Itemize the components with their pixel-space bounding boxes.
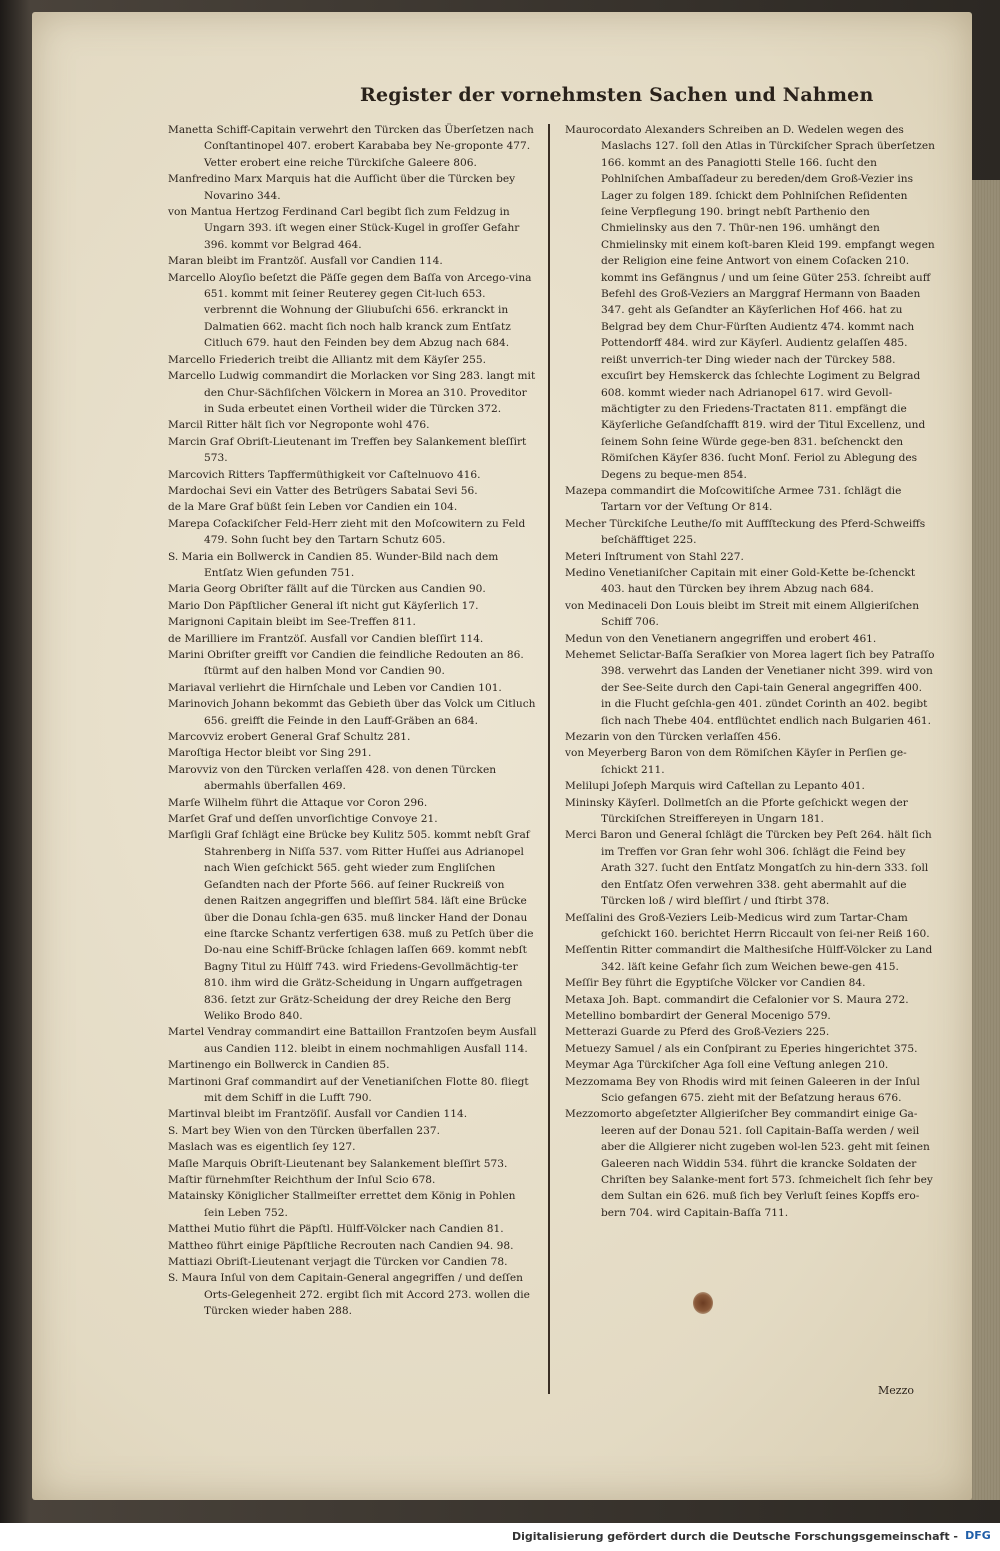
index-entry: Medino Venetianiſcher Capitain mit einer Gold-Kette be-ſchenckt 403. haut den Türcken bey ihrem Abzug nach 684. (565, 566, 916, 596)
book-page-edges (968, 180, 1000, 1500)
index-entry: Mariaval verliehrt die Hirnſchale und Leben vor Candien 101. (168, 681, 502, 694)
index-entry: von Meyerberg Baron von dem Römiſchen Käyſer in Perſien ge-ſchickt 211. (565, 747, 907, 776)
index-entry: Manetta Schiff-Capitain verwehrt den Türcken das Überſetzen nach Conſtantinopel 407. erobert Karababa bey Ne-groponte 477. Vetter erobert eine reiche Türckiſche Galeere 806. (168, 124, 534, 169)
index-entry: Marini Obriſter greifft vor Candien die feindliche Redouten an 86. ſtürmt auf den halben Mond vor Candien 90. (168, 649, 524, 678)
ink-stain (693, 1292, 713, 1314)
index-entry: Marovviz von den Türcken verlaſſen 428. von denen Türcken abermahls überfallen 469. (168, 763, 497, 793)
index-entry: Mehemet Selictar-Baſſa Seraſkier von Morea lagert ſich bey Patraſſo 398. verwehrt das Landen der Venetianer nicht 399. wird von der See-Seite durch den Capi-tain General angegriffen 400. in die Flucht geſchla-gen 401. zündet Corinth an 402. begibt ſich nach Thebe 404. entflüchtet endlich nach Bulgarien 461. (565, 649, 935, 727)
index-entry: von Medinaceli Don Louis bleibt im Streit mit einem Allgieriſchen Schiff 706. (565, 599, 920, 629)
index-entry: Metellino bombardirt der General Mocenigo 579. (565, 1009, 831, 1022)
index-entry: Marcovviz erobert General Graf Schultz 281. (168, 731, 411, 744)
index-entry: Marignoni Capitain bleibt im See-Treffen 811. (168, 616, 416, 629)
index-entry: Marſet Graf und deſſen unvorſichtige Convoye 21. (168, 813, 438, 826)
index-entry: Maslach was es eigentlich ſey 127. (168, 1141, 356, 1154)
index-entry: Maran bleibt im Frantzöſ. Ausfall vor Candien 114. (168, 255, 443, 268)
index-entry: Matthei Mutio führt die Päpſtl. Hülff-Völcker nach Candien 81. (168, 1223, 504, 1236)
index-entry: Merci Baron und General ſchlägt die Türcken bey Peſt 264. hält ſich im Treffen vor Gran ſehr wohl 306. ſchlägt die Feind bey Arath 327. ſucht den Entſatz Mongatſch zu hin-dern 333. ſoll den Entſatz Ofen verwehren 338. geht abermahlt auf die Türcken loß / wird bleſſirt / und ſtirbt 378. (565, 829, 932, 908)
index-entry: S. Maria ein Bollwerck in Candien 85. Wunder-Bild nach dem Entſatz Wien gefunden 751. (168, 550, 499, 579)
index-entry: Maſtir fürnehmſter Reichthum der Inſul Scio 678. (168, 1174, 436, 1186)
index-entry: Marcello Aloyſio beſetzt die Päſſe gegen dem Baſſa von Arcego-vina 651. kommt mit ſeiner Reuterey gegen Cit-luch 653. verbrennt die Wohnung der Gliubuſchi 656. erkranckt in Dalmatien 662. macht ſich noch halb kranck zum Entſatz Citluch 679. haut den Feinden bey dem Abzug nach 684. (168, 271, 532, 350)
index-entry: Mezarin von den Türcken verlaſſen 456. (565, 731, 782, 744)
index-entry: Mardochai Sevi ein Vatter des Betrügers Sabatai Sevi 56. (168, 484, 478, 497)
index-entry: Mezzomama Bey von Rhodis wird mit ſeinen Galeeren in der Inſul Scio gefangen 675. zieht mit der Beſatzung heraus 676. (565, 1075, 920, 1104)
index-entry: Meſſalini des Groß-Veziers Leib-Medicus wird zum Tartar-Cham geſchickt 160. berichtet Herrn Riccault von ſei-ner Reiß 160. (565, 911, 930, 940)
index-entry: Mattheo führt einige Päpſtliche Recrouten nach Candien 94. 98. (168, 1239, 514, 1252)
index-entry: Mazepa commandirt die Moſcowitiſche Armee 731. ſchlägt die Tartarn vor der Veſtung Or 814. (565, 484, 902, 514)
index-entry: Mecher Türckiſche Leuthe/ſo mit Auffſteckung des Pferd-Schweiffs beſchäfftiget 225. (565, 517, 926, 547)
index-entry: Martinoni Graf commandirt auf der Venetianiſchen Flotte 80. fliegt mit dem Schiff in die Lufft 790. (168, 1075, 529, 1104)
index-entry: S. Mart bey Wien von den Türcken überfallen 237. (168, 1124, 440, 1137)
index-entry: Maſle Marquis Obriſt-Lieutenant bey Salankement bleſſirt 573. (168, 1157, 508, 1170)
footer-bar (0, 1523, 1000, 1551)
index-entry: Melilupi Joſeph Marquis wird Caſtellan zu Lepanto 401. (565, 780, 865, 793)
index-entry: Meteri Inſtrument von Stahl 227. (565, 550, 744, 563)
index-entry: Metuezy Samuel / als ein Conſpirant zu Eperies hingerichtet 375. (565, 1042, 918, 1055)
index-entry: Maurocordato Alexanders Schreiben an D. Wedelen wegen des Maslachs 127. ſoll den Atlas in Türckiſcher Sprach überſetzen 166. kommt an des Panagiotti Stelle 166. ſucht den Pohlniſchen Ambaſſadeur zu bereden/dem Groß-Vezier ins Lager zu folgen 189. ſchickt dem Pohlniſchen Reſidenten ſeine Verpflegung 190. bringt nebſt Parthenio den Chmielinsky aus den 7. Thür-nen 196. umhängt den Chmielinsky mit einem koſt-baren Kleid 199. empfangt wegen der Religion eine feine Antwort von einem Coſacken 210. kommt ins Gefängnus / und um ſeine Güter 253. ſchreibt auff Befehl des Groß-Veziers an Marggraf Hermann von Baaden 347. geht als Geſandter an Käyſerlichen Hof 466. hat zu Belgrad bey dem Chur-Fürſten Audientz 474. kommt nach Pottendorff 484. wird zur Käyſerl. Audientz gelaſſen 485. reißt unverrich-ter Ding wieder nach der Türckey 588. excuſirt bey Hemskerck das ſchlechte Logiment zu Belgrad 608. kommt wieder nach Adrianopel 617. wird Gevoll-mächtigter zu den Friedens-Tractaten 811. empfängt die Käyſerliche Geſandſchafft 819. wird der Titul Excellenz, und ſeinem Sohn ſeine Würde gege-ben 831. beſchenckt den Römiſchen Käyſer 836. ſucht Monſ. Feriol zu Ablegung des Degens zu beque-men 854. (565, 124, 935, 481)
index-entry: Mininsky Käyſerl. Dollmetſch an die Pforte geſchickt wegen der Türckiſchen Streiffereyen in Ungarn 181. (565, 796, 908, 826)
index-entry: Mattiazi Obriſt-Lieutenant verjagt die Türcken vor Candien 78. (168, 1256, 508, 1269)
index-entry: Marcello Ludwig commandirt die Morlacken vor Sing 283. langt mit den Chur-Sächſiſchen Völckern in Morea an 310. Proveditor in Suda erbeutet einen Vortheil wider die Türcken 372. (168, 370, 536, 415)
index-entry: Marſigli Graf ſchlägt eine Brücke bey Kulitz 505. kommt nebſt Graf Stahrenberg in Niſſa 537. vom Ritter Huſſei aus Adrianopel nach Wien geſchickt 565. geht wieder zum Engliſchen Geſandten nach der Pforte 566. auf ſeiner Ruckreiß von denen Raitzen angegriffen und bleſſirt 584. läſt eine Brücke über die Donau ſchla-gen 635. muß lincker Hand der Donau eine ſtarcke Schantz verfertigen 638. muß zu Petſch über die Do-nau eine Schiff-Brücke ſchlagen laſſen 669. kommt nebſt Bagny Titul zu Hülff 743. wird Friedens-Gevollmächtig-ter 810. ihm wird die Grätz-Scheidung in Ungarn auffgetragen 836. ſetzt zur Grätz-Scheidung der drey Reiche den Berg Weliko Brodo 840. (168, 829, 534, 1022)
index-entry: Meymar Aga Türckiſcher Aga ſoll eine Veſtung anlegen 210. (565, 1059, 889, 1072)
page-header: Register der vornehmsten Sachen und Nahmen (360, 84, 874, 106)
index-entry: Manfredino Marx Marquis hat die Aufſicht über die Türcken bey Novarino 344. (168, 173, 516, 202)
dfg-logo-icon: DFG (965, 1529, 991, 1542)
index-entry: Marcil Ritter hält ſich vor Negroponte wohl 476. (168, 419, 430, 432)
index-entry: Meſſir Bey führt die Egyptiſche Völcker vor Candien 84. (565, 977, 866, 990)
catchword: Mezzo (878, 1384, 914, 1397)
index-entry: Marcin Graf Obriſt-Lieutenant im Treffen bey Salankement bleſſirt 573. (168, 435, 527, 465)
footer-credit: Digitalisierung gefördert durch die Deutsche Forschungsgemeinschaft - (511, 1530, 958, 1543)
index-entry: Maria Georg Obriſter fällt auf die Türcken aus Candien 90. (168, 583, 486, 596)
index-entry: S. Maura Inſul von dem Capitain-General angegriffen / und deſſen Orts-Gelegenheit 272. ergibt ſich mit Accord 273. wollen die Türcken wieder haben 288. (168, 1272, 530, 1318)
index-entry: Meſſentin Ritter commandirt die Malthesiſche Hülff-Völcker zu Land 342. läſt keine Gefahr ſich zum Weichen bewe-gen 415. (565, 944, 933, 973)
index-entry: Mezzomorto abgeſetzter Allgieriſcher Bey commandirt einige Ga-leeren auf der Donau 521. ſoll Capitain-Baſſa werden / weil aber die Allgierer nicht zugeben wol-len 523. geht mit ſeinen Galeeren nach Widdin 534. führt die krancke Soldaten der Chriſten bey Salanke-ment fort 573. ſchmeichelt ſich ſehr bey dem Sultan ein 626. muß ſich bey Verluſt ſeines Kopffs ero-bern 704. wird Capitain-Baſſa 711. (565, 1108, 933, 1219)
index-entry: de Marilliere im Frantzöſ. Ausfall vor Candien bleſſirt 114. (168, 632, 484, 645)
left-column (168, 122, 538, 1320)
index-entry: Marinovich Johann bekommt das Gebieth über das Volck um Citluch 656. greifft die Feinde in den Lauff-Gräben an 684. (168, 698, 536, 727)
index-entry: Marcovich Ritters Tapffermüthigkeit vor Caſtelnuovo 416. (168, 468, 481, 481)
index-entry: Marcello Friederich treibt die Alliantz mit dem Käyſer 255. (168, 353, 486, 366)
index-entry: Mario Don Päpſtlicher General iſt nicht gut Käyſerlich 17. (168, 599, 479, 612)
index-entry: von Mantua Hertzog Ferdinand Carl begibt ſich zum Feldzug in Ungarn 393. iſt wegen einer Stück-Kugel in groſſer Gefahr 396. kommt vor Belgrad 464. (168, 206, 520, 251)
index-entry: Marepa Coſackiſcher Feld-Herr zieht mit den Moſcowitern zu Feld 479. Sohn ſucht bey den Tartarn Schutz 605. (168, 517, 526, 547)
index-entry: Matainsky Königlicher Stallmeiſter errettet dem König in Pohlen ſein Leben 752. (168, 1190, 516, 1219)
index-entry: Maroſtiga Hector bleibt vor Sing 291. (168, 747, 372, 760)
index-entry: Medun von den Venetianern angegriffen und erobert 461. (565, 632, 877, 645)
index-entry: Martinval bleibt im Frantzöſiſ. Ausfall vor Candien 114. (168, 1108, 468, 1121)
column-divider (548, 124, 550, 1394)
index-entry: de la Mare Graf büßt ſein Leben vor Candien ein 104. (168, 501, 458, 514)
index-entry: Martinengo ein Bollwerck in Candien 85. (168, 1059, 390, 1072)
index-entry: Metterazi Guarde zu Pferd des Groß-Veziers 225. (565, 1026, 830, 1039)
index-entry: Metaxa Joh. Bapt. commandirt die Cefalonier vor S. Maura 272. (565, 993, 909, 1006)
right-column (565, 122, 935, 1221)
index-entry: Marſe Wilhelm führt die Attaque vor Coron 296. (168, 796, 428, 809)
index-entry: Martel Vendray commandirt eine Battaillon Frantzoſen beym Ausfall aus Candien 112. bleibt in einem nochmahligen Ausfall 114. (168, 1026, 537, 1055)
